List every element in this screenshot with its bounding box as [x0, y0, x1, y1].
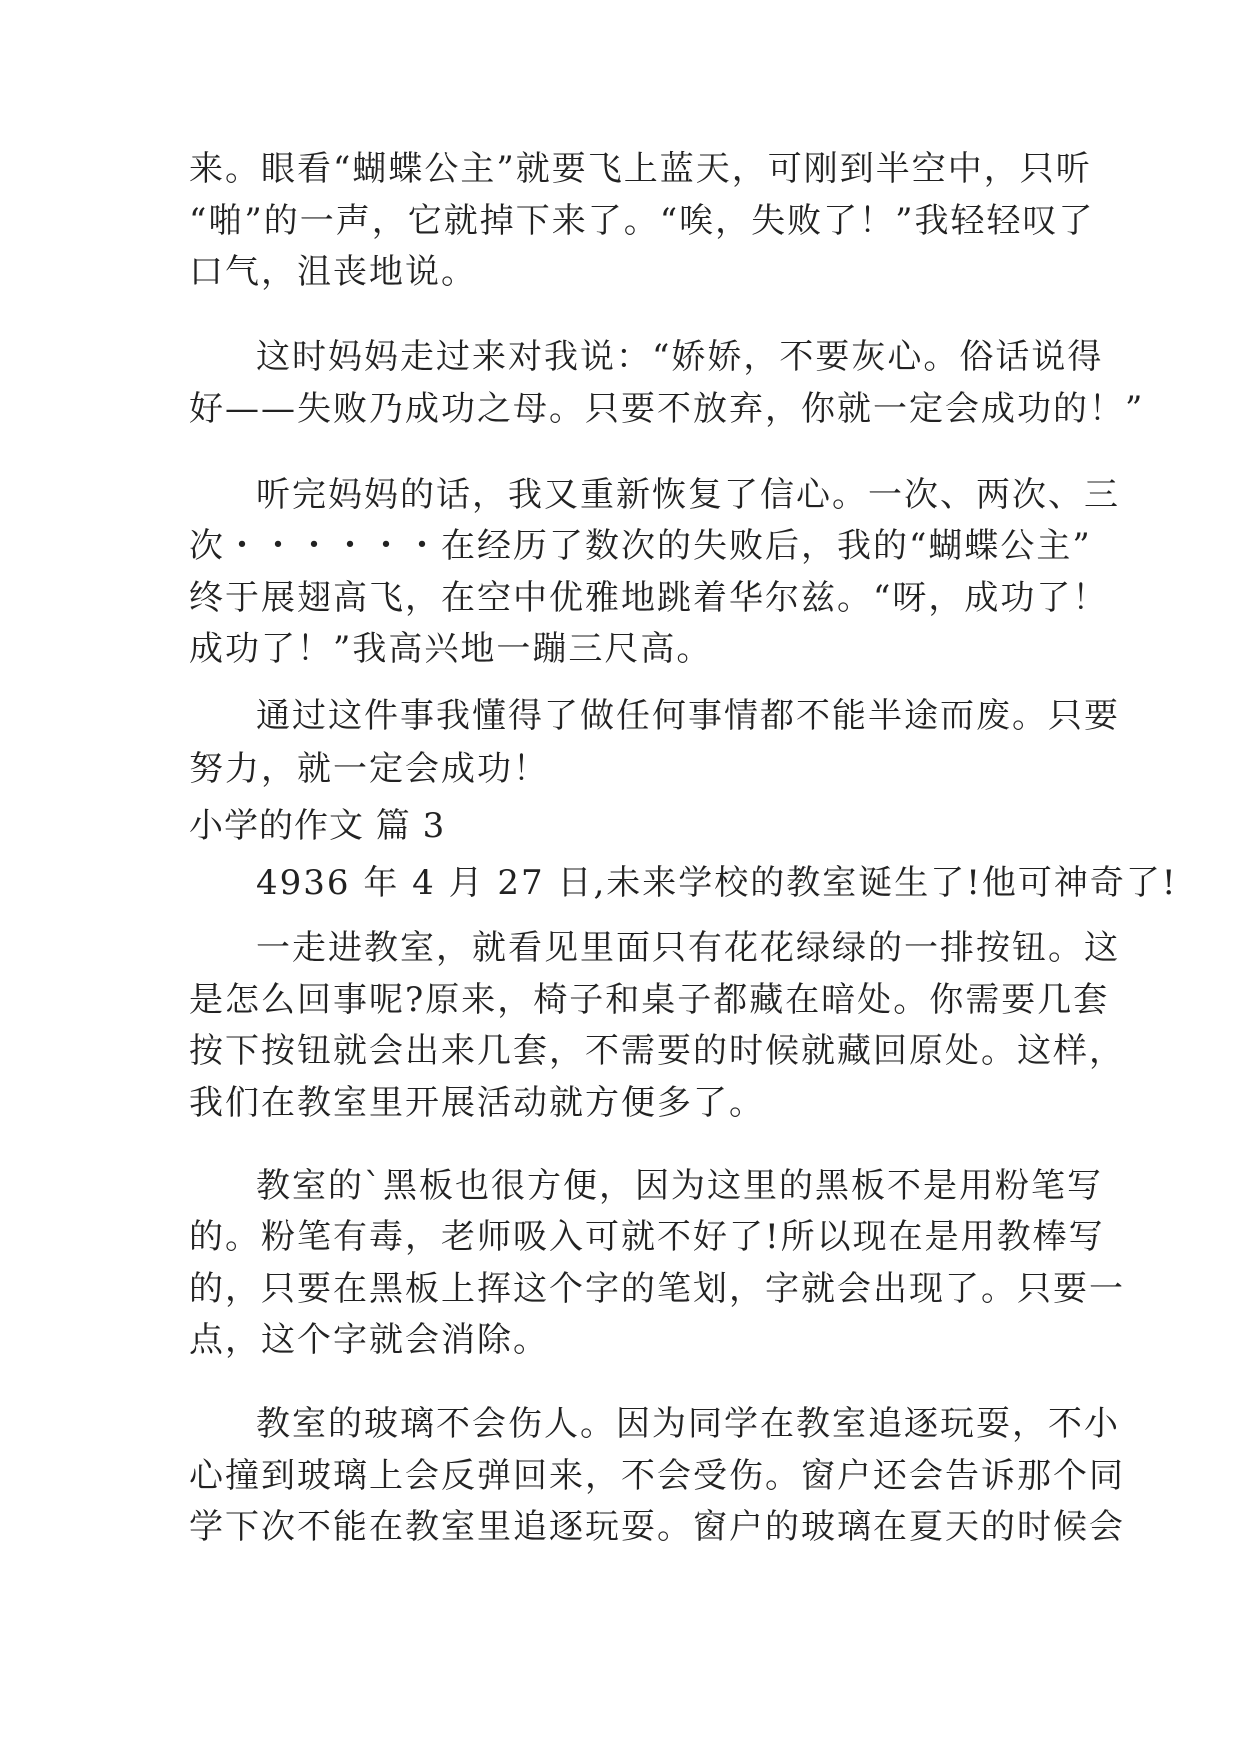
text-line: 次・・・・・・在经历了数次的失败后，我的“蝴蝶公主” [189, 526, 1092, 566]
text-line: 这时妈妈走过来对我说：“娇娇，不要灰心。俗话说得 [256, 337, 1104, 377]
text-line: 的。粉笔有毒，老师吸入可就不好了!所以现在是用教棒写 [189, 1217, 1105, 1257]
text-line: 是怎么回事呢?原来，椅子和桌子都藏在暗处。你需要几套 [189, 980, 1110, 1020]
text-line: 通过这件事我懂得了做任何事情都不能半途而废。只要 [256, 696, 1120, 736]
text-line: 学下次不能在教室里追逐玩耍。窗户的玻璃在夏天的时候会 [189, 1507, 1125, 1547]
text-line: 我们在教室里开展活动就方便多了。 [189, 1083, 765, 1123]
text-line: 终于展翅高飞，在空中优雅地跳着华尔兹。“呀，成功了！ [189, 578, 1109, 618]
text-line: 点，这个字就会消除。 [189, 1320, 549, 1360]
text-line: 成功了！”我高兴地一蹦三尺高。 [189, 629, 713, 669]
text-line: 听完妈妈的话，我又重新恢复了信心。一次、两次、三 [256, 475, 1120, 515]
text-line: 心撞到玻璃上会反弹回来，不会受伤。窗户还会告诉那个同 [189, 1456, 1125, 1496]
text-line: 来。眼看“蝴蝶公主”就要飞上蓝天，可刚到半空中，只听 [189, 149, 1092, 189]
text-line: 教室的`黑板也很方便，因为这里的黑板不是用粉笔写 [256, 1166, 1103, 1206]
text-line: 一走进教室，就看见里面只有花花绿绿的一排按钮。这 [256, 928, 1120, 968]
text-line: “啪”的一声，它就掉下来了。“唉，失败了！”我轻轻叹了 [189, 201, 1095, 241]
section-heading: 小学的作文 篇 3 [189, 806, 446, 846]
text-line: 的，只要在黑板上挥这个字的笔划，字就会出现了。只要一 [189, 1269, 1125, 1309]
text-line: 按下按钮就会出来几套，不需要的时候就藏回原处。这样， [189, 1031, 1125, 1071]
text-line: 教室的玻璃不会伤人。因为同学在教室追逐玩耍，不小 [256, 1404, 1120, 1444]
text-line: 4936 年 4 月 27 日,未来学校的教室诞生了!他可神奇了! [256, 863, 1178, 903]
text-line: 努力，就一定会成功！ [189, 749, 549, 789]
text-line: 好——失败乃成功之母。只要不放弃，你就一定会成功的！” [189, 389, 1145, 429]
text-line: 口气，沮丧地说。 [189, 252, 477, 292]
